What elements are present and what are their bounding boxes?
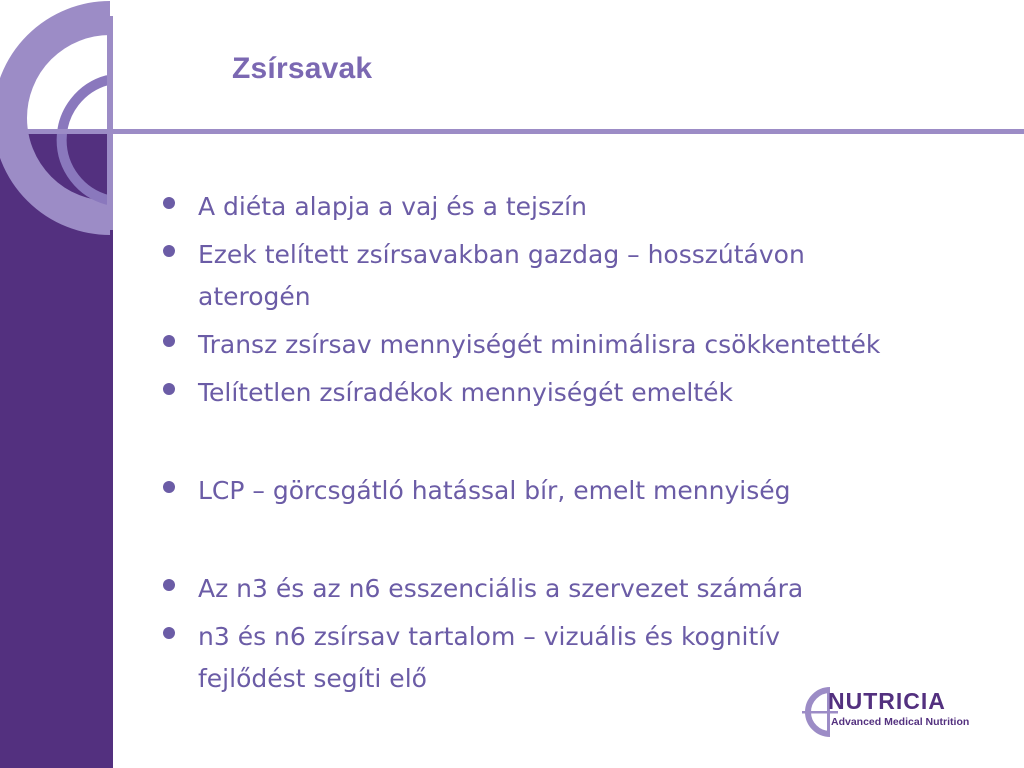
- bullet-text: LCP – görcsgátló hatással bír, emelt mennyiség: [198, 476, 791, 505]
- bullet-text: Telítetlen zsíradékok mennyiségét emelték: [198, 378, 733, 407]
- bullet-text: Az n3 és az n6 esszenciális a szervezet számára: [198, 574, 804, 603]
- bullet-dot-icon: [163, 335, 175, 347]
- bullet-text: A diéta alapja a vaj és a tejszín: [198, 192, 587, 221]
- bullet-dot-icon: [163, 245, 175, 257]
- bullet-text: Transz zsírsav mennyiségét minimálisra csökkentették: [198, 330, 881, 359]
- bullet-text: Ezek telített zsírsavakban gazdag – hosszútávon aterogén: [198, 240, 805, 311]
- bullet-item: [160, 186, 980, 228]
- bullet-item: [160, 470, 980, 512]
- nutricia-logo: [800, 686, 980, 738]
- bullet-item: [160, 324, 980, 366]
- logo-tagline: Advanced Medical Nutrition: [831, 716, 970, 728]
- bullet-item: [160, 568, 980, 610]
- bullet-dot-icon: [163, 579, 175, 591]
- bullet-dot-icon: [163, 197, 175, 209]
- bullet-item: [160, 372, 980, 414]
- bullet-text: n3 és n6 zsírsav tartalom – vizuális és kognitív fejlődést segíti elő: [198, 622, 781, 693]
- bullet-list: [160, 186, 980, 700]
- bullet-item: [160, 234, 980, 318]
- slide-title: Zsírsavak: [232, 52, 373, 85]
- bullet-dot-icon: [163, 481, 175, 493]
- bullet-dot-icon: [163, 383, 175, 395]
- bullet-dot-icon: [163, 627, 175, 639]
- logo-brand: NUTRICIA: [828, 688, 946, 714]
